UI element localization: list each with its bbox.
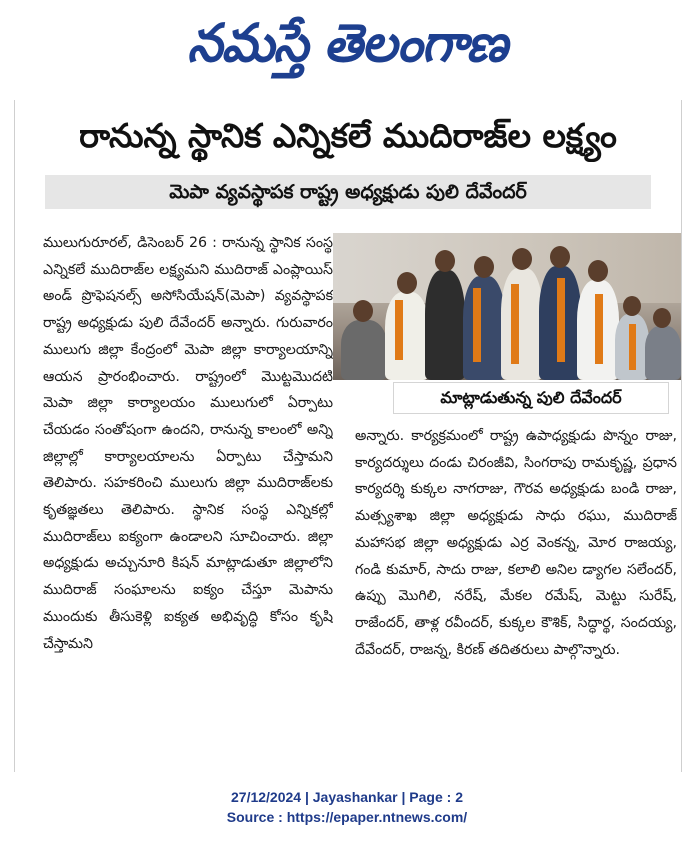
article-headline: రానున్న స్థానిక ఎన్నికలే ముదిరాజ్‌ల లక్ష్యం (79, 116, 617, 155)
photo-head (588, 260, 608, 282)
article-column-right (355, 423, 677, 763)
photo-person (645, 326, 681, 380)
saffron-scarf (557, 278, 565, 362)
photo-head (435, 250, 455, 272)
footer-edition-info: 27/12/2024 | Jayashankar | Page : 2 (231, 789, 463, 805)
photo-person (501, 268, 543, 380)
photo-person (425, 270, 465, 380)
saffron-scarf (629, 324, 636, 370)
photo-person (341, 320, 387, 380)
article-body-left: ములుగురూరల్, డిసెంబర్ 26 : రానున్న స్థానిక సంస్థ ఎన్నికలే ముదిరాజ్‌ల లక్ష్యమని ముదిరాజ్ ఎంప్లాయిస్ అండ్ ప్రొఫెషనల్స్ అసోసియేషన్(మెపా) వ్యవస్థాపక రాష్ట్ర అధ్యక్షుడు పులి దేవేందర్ అన్నారు. గురువారం ములుగు జిల్లా కేంద్రంలో మెపా జిల్లా కార్యాలయాన్ని ఆయన ప్రారంభించారు. రాష్ట్రంలో మొట్టమొదటి మెపా జిల్లా కార్యాలయం ములుగులో ఏర్పాటు చేయడం సంతోషంగా ఉందని, రానున్న కాలంలో అన్ని జిల్లాల్లో కార్యాలయాలను ఏర్పాటు చేస్తామని తెలిపారు. సహకరించి ములుగు జిల్లా ముదిరాజ్‌లకు కృతజ్ఞతలు తెలిపారు. స్థానిక సంస్థ ఎన్నికల్లో ముదిరాజ్‌లు ఐక్యంగా ఉండాలని సూచించారు. జిల్లా అధ్యక్షుడు అచ్చునూరి కిషన్ మాట్లాడుతూ జిల్లాలోని ముదిరాజ్ సంఘాలను ఐక్యం చేస్తూ మెపాను ముందుకు తీసుకెళ్లి ఐక్యత అభివృద్ధి కోసం కృషి చేస్తామని (43, 235, 333, 652)
photo-head (512, 248, 532, 270)
saffron-scarf (473, 288, 481, 362)
article-column-left (43, 230, 333, 760)
photo-person (463, 276, 505, 380)
photo-head (474, 256, 494, 278)
photo-caption: మాట్లాడుతున్న పులి దేవేందర్ (393, 382, 669, 414)
article-body-right: అన్నారు. కార్యక్రమంలో రాష్ట్ర ఉపాధ్యక్షుడు పొన్నం రాజు, కార్యదర్శులు దండు చిరంజీవి, సింగరాపు రామకృష్ణ, ప్రధాన కార్యదర్శి కుక్కల నాగరాజు, గౌరవ అధ్యక్షుడు బండి రాజు, మత్స్యశాఖ జిల్లా అధ్యక్షుడు సాధు రఘు, ముదిరాజ్ మహాసభ జిల్లా అధ్యక్షుడు ఎర్ర వెంకన్న, మోర రాజయ్య, గండి కుమార్, సాదు రాజు, కలాలి అనిల డ్యాగల సలేందర్, ఉప్పు మొగిలి, నరేష్, మేకల రమేష్, మెట్టు సురేష్, రాజేందర్, తాళ్ల రవీందర్, కుక్కల కౌశిక్, సిద్ధార్థ, సందయ్య, దేవేందర్, రాజన్న, కిరణ్ తదితరులు పాల్గొన్నారు. (355, 428, 677, 658)
newspaper-logo: నమస్తే తెలంగాణ (187, 12, 507, 74)
saffron-scarf (511, 284, 519, 364)
page-footer (0, 787, 694, 827)
news-clipping (14, 100, 682, 772)
photo-head (353, 300, 373, 322)
photo-head (623, 296, 641, 316)
article-subheadline: మెపా వ్యవస్థాపక రాష్ట్ర అధ్యక్షుడు పులి దేవేందర్ (45, 175, 651, 209)
saffron-scarf (395, 300, 403, 360)
photo-person (385, 292, 429, 380)
photo-head (550, 246, 570, 268)
footer-source-link[interactable]: Source : https://epaper.ntnews.com/ (226, 809, 468, 825)
article-photo (333, 233, 681, 380)
saffron-scarf (595, 294, 603, 364)
masthead (0, 6, 694, 84)
photo-head (653, 308, 671, 328)
photo-head (397, 272, 417, 294)
